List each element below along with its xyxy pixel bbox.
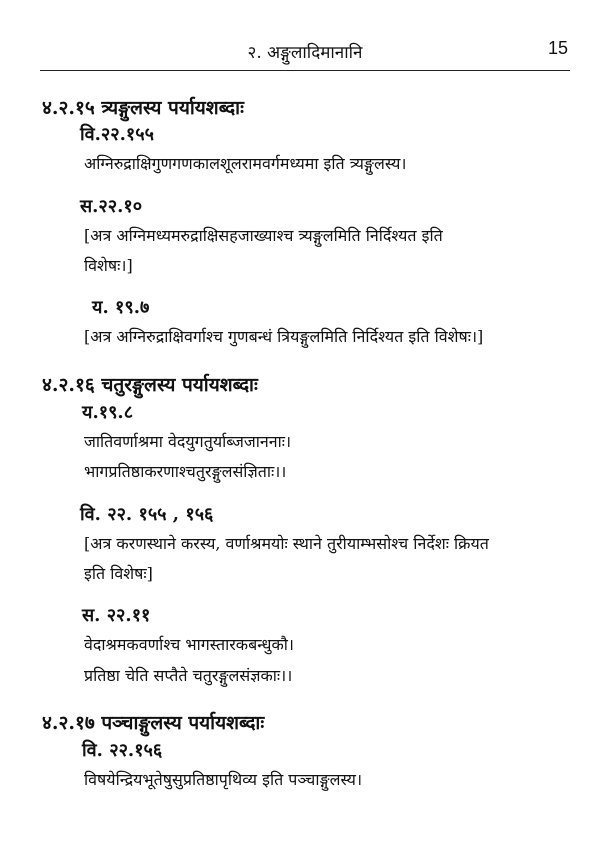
verse-line: विशेषः।] bbox=[84, 256, 133, 275]
verse-line: [अत्र करणस्थाने करस्य, वर्णाश्रमयोः स्थाने तुरीयाम्भसोश्च निर्देशः क्रियत bbox=[84, 534, 489, 553]
verse-line: अग्निरुद्राक्षिगुणगणकालशूलरामवर्गमध्यमा इति त्र्यङ्गुलस्य। bbox=[84, 154, 407, 173]
page-header bbox=[40, 36, 570, 71]
source-reference: स.२२.१० bbox=[80, 196, 143, 217]
source-reference: वि.२२.१५५ bbox=[80, 124, 155, 145]
page-number: 15 bbox=[547, 38, 568, 58]
verse-line: [अत्र अग्निरुद्राक्षिवर्गाश्च गुणबन्धं त्रियङ्गुलमिति निर्दिश्यत इति विशेषः।] bbox=[84, 327, 484, 346]
source-reference: य.१९.८ bbox=[82, 402, 134, 423]
section-heading: ४.२.१७ पञ्चाङ्गुलस्य पर्यायशब्दाः bbox=[42, 712, 265, 734]
running-head: २. अङ्गुलादिमानानि bbox=[247, 43, 363, 63]
verse-line: भागप्रतिष्ठाकरणाश्चतुरङ्गुलसंज्ञिताः।। bbox=[84, 462, 287, 481]
verse-line: विषयेन्द्रियभूतेषुसुप्रतिष्ठापृथिव्य इति पञ्चाङ्गुलस्य। bbox=[84, 770, 363, 789]
verse-line: वेदाश्रमकवर्णाश्च भागस्तारकबन्धुकौ। bbox=[84, 635, 294, 654]
section-heading: ४.२.१५ त्र्यङ्गुलस्य पर्यायशब्दाः bbox=[42, 97, 244, 119]
verse-line: इति विशेषः] bbox=[84, 564, 153, 583]
section-heading: ४.२.१६ चतुरङ्गुलस्य पर्यायशब्दाः bbox=[42, 374, 258, 396]
source-reference: स. २२.११ bbox=[82, 605, 151, 626]
source-reference: य. १९.७ bbox=[92, 297, 150, 318]
verse-line: प्रतिष्ठा चेति सप्तैते चतुरङ्गुलसंज्ञकाः।। bbox=[84, 666, 293, 685]
verse-line: [अत्र अग्निमध्यमरुद्राक्षिसहजाख्याश्च त्र्यङ्गुलमिति निर्दिश्यत इति bbox=[84, 226, 443, 245]
source-reference: वि. २२.१५६ bbox=[82, 740, 163, 761]
verse-line: जातिवर्णाश्रमा वेदयुगतुर्याब्जजाननाः। bbox=[84, 432, 292, 451]
source-reference: वि. २२. १५५ , १५६ bbox=[80, 504, 214, 525]
